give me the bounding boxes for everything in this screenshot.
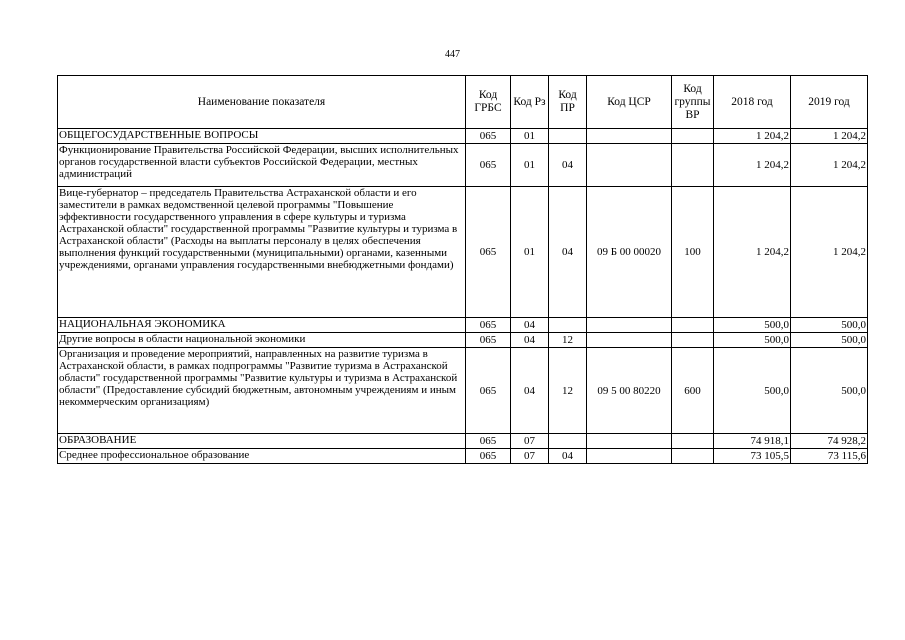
row-pr: 04 — [549, 449, 587, 464]
row-name: ОБЩЕГОСУДАРСТВЕННЫЕ ВОПРОСЫ — [58, 129, 466, 144]
header-grbs: Код ГРБС — [466, 76, 511, 129]
row-2019: 1 204,2 — [791, 144, 868, 187]
row-2019: 500,0 — [791, 318, 868, 333]
table-row — [58, 129, 868, 144]
header-csr: Код ЦСР — [587, 76, 672, 129]
row-2019: 500,0 — [791, 348, 868, 434]
row-pr — [549, 434, 587, 449]
row-csr — [587, 129, 672, 144]
row-name: Функционирование Правительства Российской Федерации, высших исполнительных органов государственной власти субъектов Российской Федерации, местных администраций — [58, 144, 466, 187]
row-csr — [587, 434, 672, 449]
row-pr — [549, 129, 587, 144]
row-2018: 1 204,2 — [714, 187, 791, 318]
row-2019: 74 928,2 — [791, 434, 868, 449]
row-vr — [672, 129, 714, 144]
page-number: 447 — [445, 49, 460, 60]
row-2019: 1 204,2 — [791, 187, 868, 318]
row-grbs: 065 — [466, 348, 511, 434]
row-2018: 74 918,1 — [714, 434, 791, 449]
row-name: Среднее профессиональное образование — [58, 449, 466, 464]
header-rz: Код Рз — [511, 76, 549, 129]
row-vr — [672, 449, 714, 464]
row-rz: 01 — [511, 129, 549, 144]
row-pr: 12 — [549, 333, 587, 348]
row-name: ОБРАЗОВАНИЕ — [58, 434, 466, 449]
row-name: Организация и проведение мероприятий, направленных на развитие туризма в Астраханской области, в рамках подпрограммы "Развитие туризма в Астраханской области" государственной программы "Развитие культуры и туризма в Астраханской области" (Предоставление субсидий бюджетным, автономным учреждениям и иным некоммерческим организациям) — [58, 348, 466, 434]
row-rz: 04 — [511, 318, 549, 333]
row-grbs: 065 — [466, 318, 511, 333]
row-vr — [672, 333, 714, 348]
row-2018: 73 105,5 — [714, 449, 791, 464]
budget-table — [57, 75, 868, 464]
row-csr: 09 5 00 80220 — [587, 348, 672, 434]
row-2018: 500,0 — [714, 318, 791, 333]
row-2019: 1 204,2 — [791, 129, 868, 144]
header-2019: 2019 год — [791, 76, 868, 129]
row-pr — [549, 318, 587, 333]
row-name: Другие вопросы в области национальной экономики — [58, 333, 466, 348]
row-2018: 500,0 — [714, 348, 791, 434]
row-vr: 600 — [672, 348, 714, 434]
row-vr — [672, 434, 714, 449]
row-grbs: 065 — [466, 449, 511, 464]
row-rz: 01 — [511, 187, 549, 318]
header-name: Наименование показателя — [58, 76, 466, 129]
table-row — [58, 187, 868, 318]
row-2018: 500,0 — [714, 333, 791, 348]
header-2018: 2018 год — [714, 76, 791, 129]
row-rz: 04 — [511, 348, 549, 434]
row-csr — [587, 449, 672, 464]
header-pr: Код ПР — [549, 76, 587, 129]
table-row — [58, 449, 868, 464]
row-2019: 500,0 — [791, 333, 868, 348]
row-pr: 04 — [549, 187, 587, 318]
row-csr — [587, 318, 672, 333]
row-csr — [587, 333, 672, 348]
row-name: НАЦИОНАЛЬНАЯ ЭКОНОМИКА — [58, 318, 466, 333]
row-vr — [672, 318, 714, 333]
row-vr — [672, 144, 714, 187]
row-rz: 01 — [511, 144, 549, 187]
row-2018: 1 204,2 — [714, 129, 791, 144]
header-vr: Код группы ВР — [672, 76, 714, 129]
row-vr: 100 — [672, 187, 714, 318]
row-grbs: 065 — [466, 333, 511, 348]
table-row — [58, 144, 868, 187]
row-name: Вице-губернатор – председатель Правительства Астраханской области и его заместители в рамках ведомственной целевой программы "Повышение эффективности государственного управления в сфере культуры и туризма Астраханской области" государственной программы "Развитие культуры и туризма в Астраханской области" (Расходы на выплаты персоналу в целях обеспечения выполнения функций государственными (муниципальными) органами, казенными учреждениями, органами управления государственными внебюджетными фондами) — [58, 187, 466, 318]
row-grbs: 065 — [466, 187, 511, 318]
table-row — [58, 348, 868, 434]
table-header-row — [58, 76, 868, 129]
row-grbs: 065 — [466, 434, 511, 449]
table-row — [58, 318, 868, 333]
table-row — [58, 333, 868, 348]
row-pr: 12 — [549, 348, 587, 434]
row-csr — [587, 144, 672, 187]
row-rz: 07 — [511, 434, 549, 449]
row-grbs: 065 — [466, 129, 511, 144]
row-rz: 07 — [511, 449, 549, 464]
row-csr: 09 Б 00 00020 — [587, 187, 672, 318]
row-pr: 04 — [549, 144, 587, 187]
row-grbs: 065 — [466, 144, 511, 187]
table-row — [58, 434, 868, 449]
row-rz: 04 — [511, 333, 549, 348]
row-2019: 73 115,6 — [791, 449, 868, 464]
row-2018: 1 204,2 — [714, 144, 791, 187]
